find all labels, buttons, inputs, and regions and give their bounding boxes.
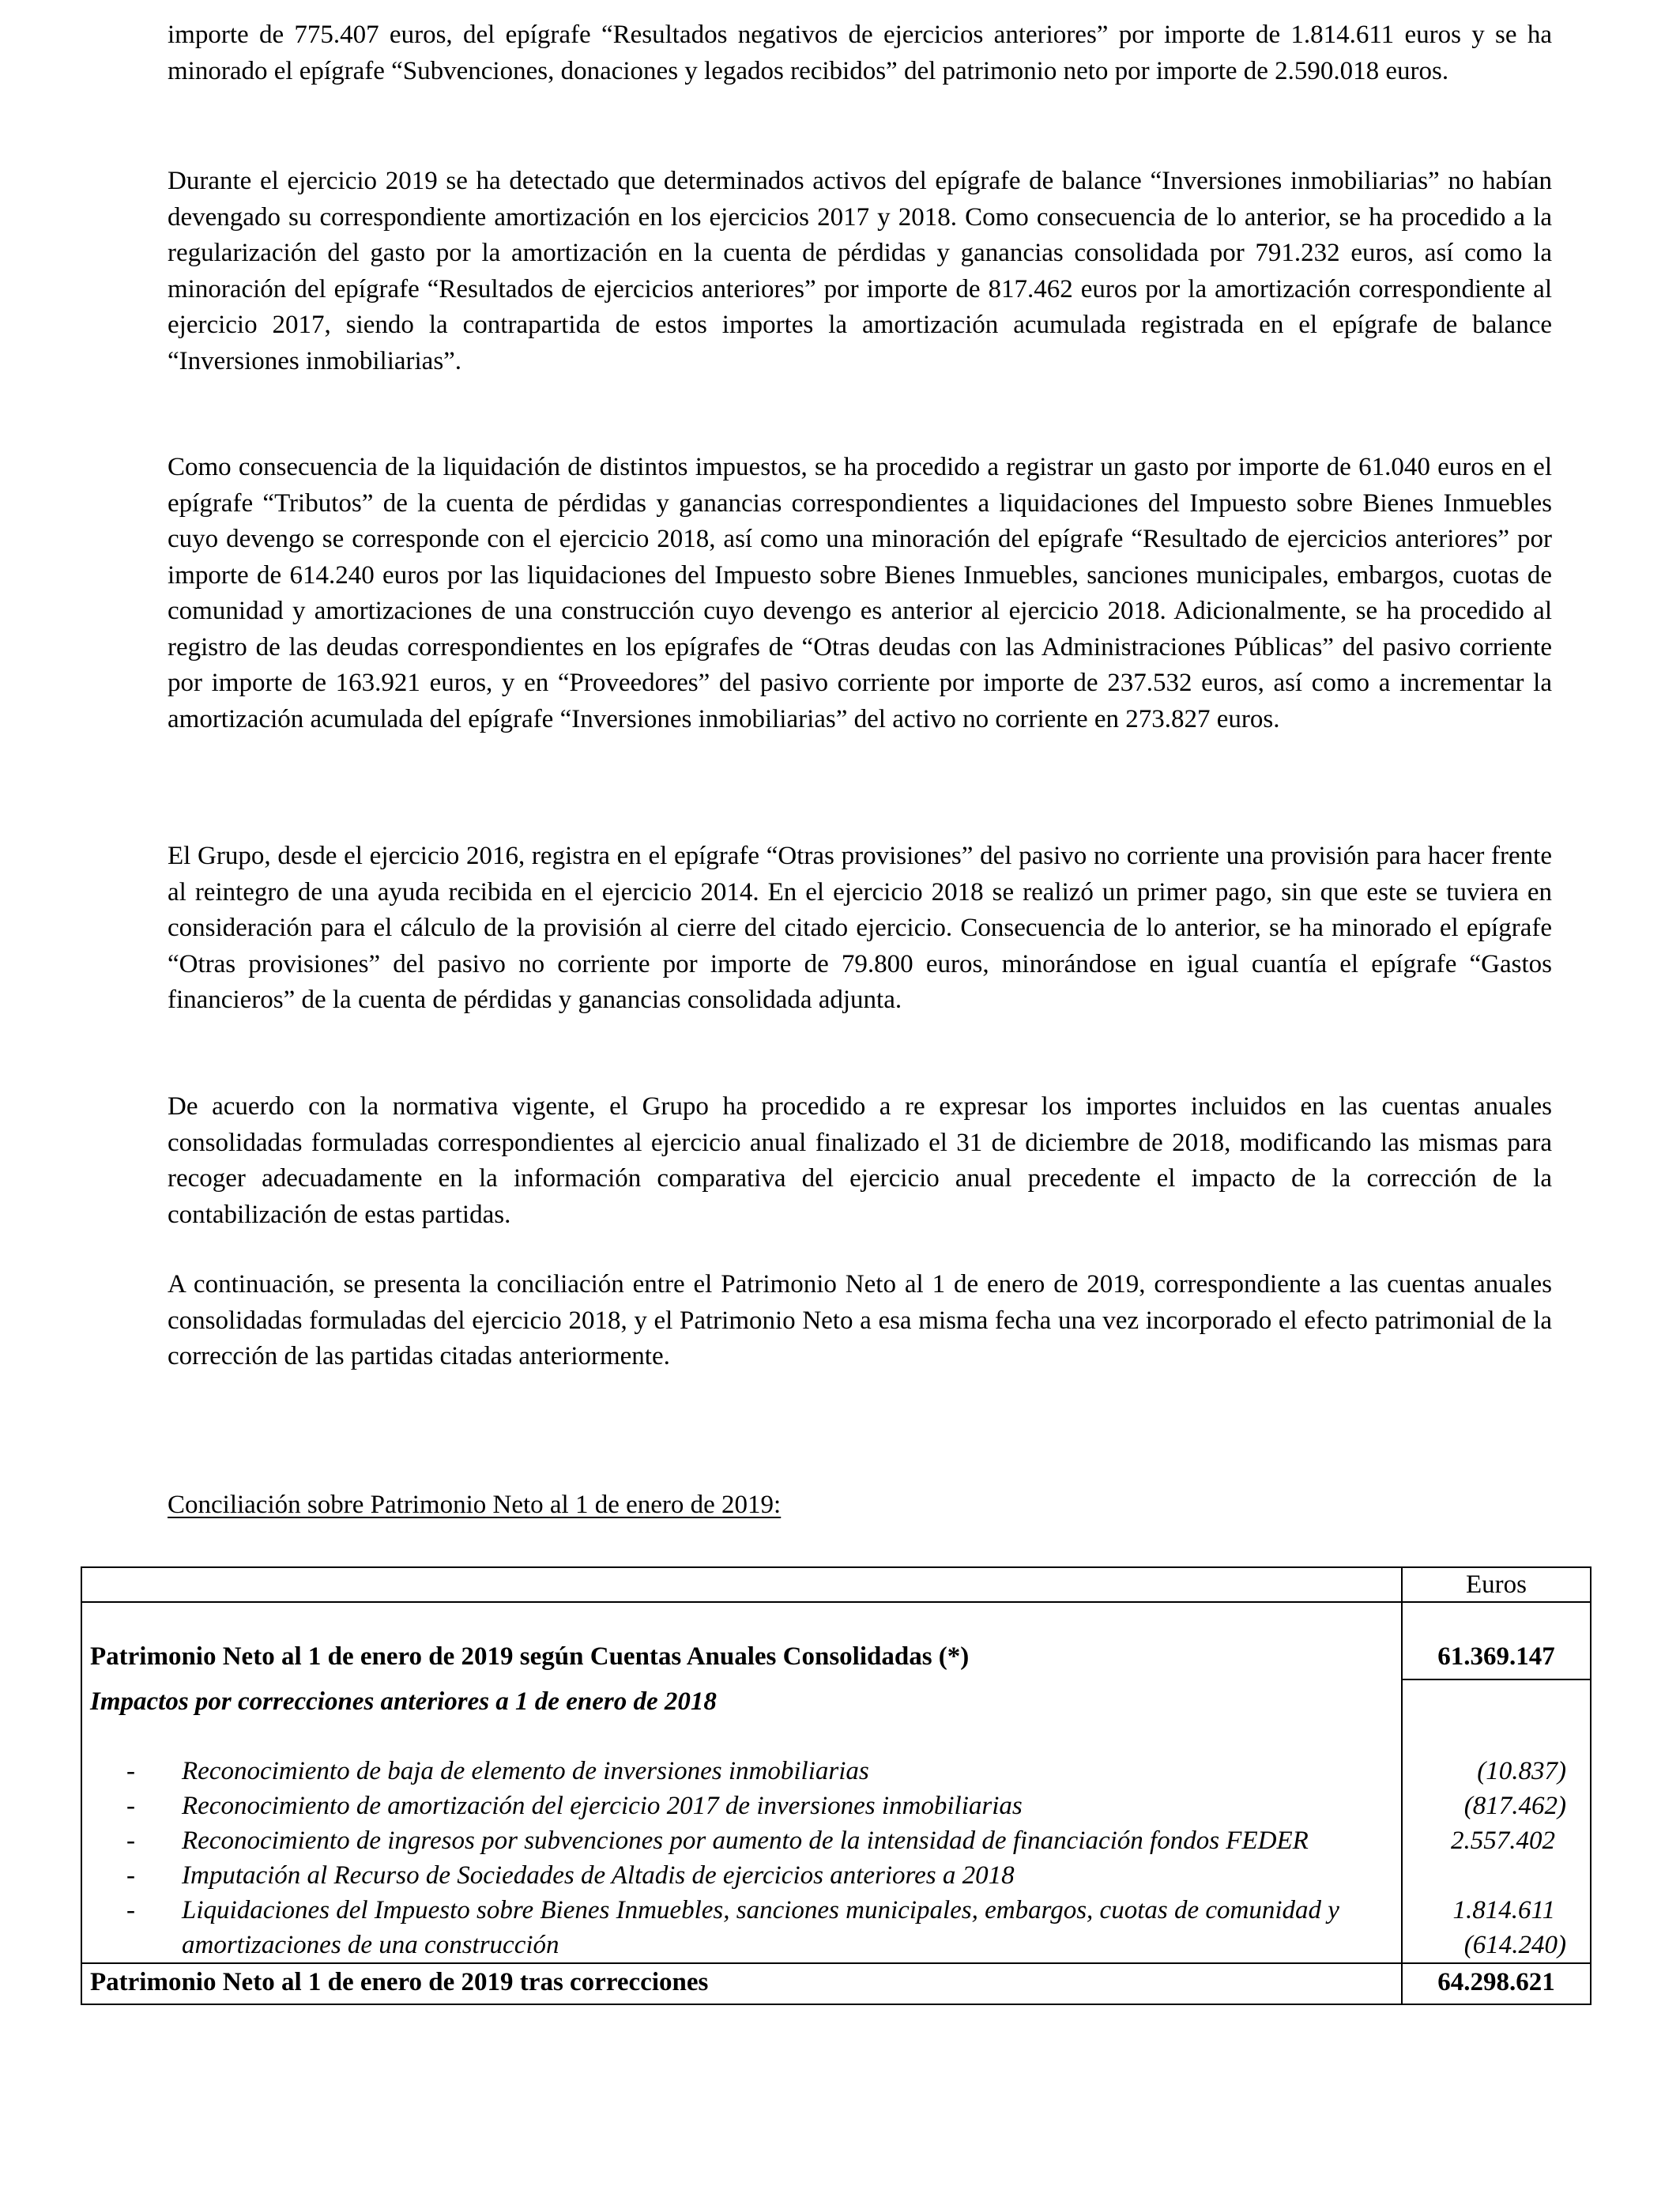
adjustment-label: Reconocimiento de ingresos por subvenciones por aumento de la intensidad de financiación fondos FEDER [182, 1826, 1309, 1855]
adjustments-row [81, 1754, 1591, 1963]
adjustment-value: 2.557.402 [1451, 1826, 1555, 1855]
adjustments-labels [81, 1754, 1402, 1963]
paragraph-5: De acuerdo con la normativa vigente, el Grupo ha procedido a re expresar los importes incluidos en las cuentas anuales consolidadas formuladas correspondientes al ejercicio anual finalizado el 31 de diciembre de 2018, modificando las mismas para recoger adecuadamente en la información comparativa del ejercicio anual precedente el impacto de la corrección de la contabilización de estas partidas. [168, 1092, 1552, 1229]
bullet-dash: - [126, 1757, 135, 1785]
list-item [82, 1858, 1401, 1893]
closing-equity-label: Patrimonio Neto al 1 de enero de 2019 tras correcciones [81, 1963, 1402, 2004]
list-item [82, 1789, 1401, 1823]
list-item [82, 1754, 1401, 1789]
closing-equity-value: 64.298.621 [1402, 1963, 1591, 2004]
opening-equity-label: Patrimonio Neto al 1 de enero de 2019 según Cuentas Anuales Consolidadas (*) [81, 1639, 1402, 1679]
header-label-cell [81, 1567, 1402, 1602]
list-item [82, 1823, 1401, 1858]
currency-header: Euros [1402, 1567, 1591, 1602]
adjustments-values [1402, 1754, 1591, 1963]
paragraph-4: El Grupo, desde el ejercicio 2016, registra en el epígrafe “Otras provisiones” del pasivo no corriente una provisión para hacer frente al reintegro de una ayuda recibida en el ejercicio 2014. En el ejercicio 2018 se realizó un primer pago, sin que este se tuviera en consideración para el cálculo de la provisión al cierre del citado ejercicio. Consecuencia de lo anterior, se ha minorado el epígrafe “Otras provisiones” del pasivo no corriente por importe de 79.800 euros, minorándose en igual cuantía el epígrafe “Gastos financieros” de la cuenta de pérdidas y ganancias consolidada adjunta. [168, 842, 1552, 1014]
closing-equity-row [81, 1963, 1591, 2004]
table-header-row [81, 1567, 1591, 1602]
adjustment-label: Liquidaciones del Impuesto sobre Bienes Inmuebles, sanciones municipales, embargos, cuotas de comunidad y amortizaciones de una construcción [182, 1896, 1339, 1959]
paragraph-2: Durante el ejercicio 2019 se ha detectado que determinados activos del epígrafe de balance “Inversiones inmobiliarias” no habían devengado su correspondiente amortización en los ejercicios 2017 y 2018. Como consecuencia de lo anterior, se ha procedido a la regularización del gasto por la amortización en la cuenta de pérdidas y ganancias consolidada por 791.232 euros, así como la minoración del epígrafe “Resultados de ejercicios anteriores” por importe de 817.462 euros por la amortización correspondiente al ejercicio 2017, siendo la contrapartida de estos importes la amortización acumulada registrada en el epígrafe de balance “Inversiones inmobiliarias”. [168, 167, 1552, 375]
bullet-dash: - [126, 1826, 135, 1855]
section-title-row [81, 1679, 1591, 1754]
paragraph-1: importe de 775.407 euros, del epígrafe “Resultados negativos de ejercicios anteriores” por importe de 1.814.611 euros y se ha minorado el epígrafe “Subvenciones, donaciones y legados recibidos” del patrimonio neto por importe de 2.590.018 euros. [168, 21, 1552, 85]
bullet-dash: - [126, 1792, 135, 1820]
adjustment-label: Reconocimiento de baja de elemento de inversiones inmobiliarias [182, 1757, 869, 1785]
bullet-dash: - [126, 1896, 135, 1924]
list-item [82, 1893, 1401, 1962]
bullet-dash: - [126, 1861, 135, 1890]
table-caption: Conciliación sobre Patrimonio Neto al 1 de enero de 2019: [168, 1491, 782, 1519]
adjustment-value: 1.814.611 [1452, 1896, 1555, 1924]
adjustment-value: (10.837) [1477, 1757, 1566, 1785]
reconciliation-table [81, 1566, 1591, 2005]
adjustment-label: Reconocimiento de amortización del ejercicio 2017 de inversiones inmobiliarias [182, 1792, 1023, 1820]
adjustment-value: (614.240) [1463, 1931, 1566, 1959]
section-title: Impactos por correcciones anteriores a 1 de enero de 2018 [81, 1679, 1402, 1754]
adjustment-value: (817.462) [1463, 1792, 1566, 1820]
opening-equity-row [81, 1639, 1591, 1679]
paragraph-3: Como consecuencia de la liquidación de distintos impuestos, se ha procedido a registrar un gasto por importe de 61.040 euros en el epígrafe “Tributos” de la cuenta de pérdidas y ganancias correspondientes a liquidaciones del Impuesto sobre Bienes Inmuebles cuyo devengo se corresponde con el ejercicio 2018, así como una minoración del epígrafe “Resultado de ejercicios anteriores” por importe de 614.240 euros por las liquidaciones del Impuesto sobre Bienes Inmuebles, sanciones municipales, embargos, cuotas de comunidad y amortizaciones de una construcción cuyo devengo es anterior al ejercicio 2018. Adicionalmente, se ha procedido al registro de las deudas correspondientes en los epígrafes de “Otras deudas con las Administraciones Públicas” del pasivo corriente por importe de 163.921 euros, y en “Proveedores” del pasivo corriente por importe de 237.532 euros, así como a incrementar la amortización acumulada del epígrafe “Inversiones inmobiliarias” del activo no corriente en 273.827 euros. [168, 453, 1552, 733]
paragraph-6: A continuación, se presenta la conciliación entre el Patrimonio Neto al 1 de enero de 2019, correspondiente a las cuentas anuales consolidadas formuladas del ejercicio 2018, y el Patrimonio Neto a esa misma fecha una vez incorporado el efecto patrimonial de la corrección de las partidas citadas anteriormente. [168, 1270, 1552, 1370]
adjustment-label: Imputación al Recurso de Sociedades de Altadis de ejercicios anteriores a 2018 [182, 1861, 1015, 1890]
opening-equity-value: 61.369.147 [1402, 1639, 1591, 1679]
